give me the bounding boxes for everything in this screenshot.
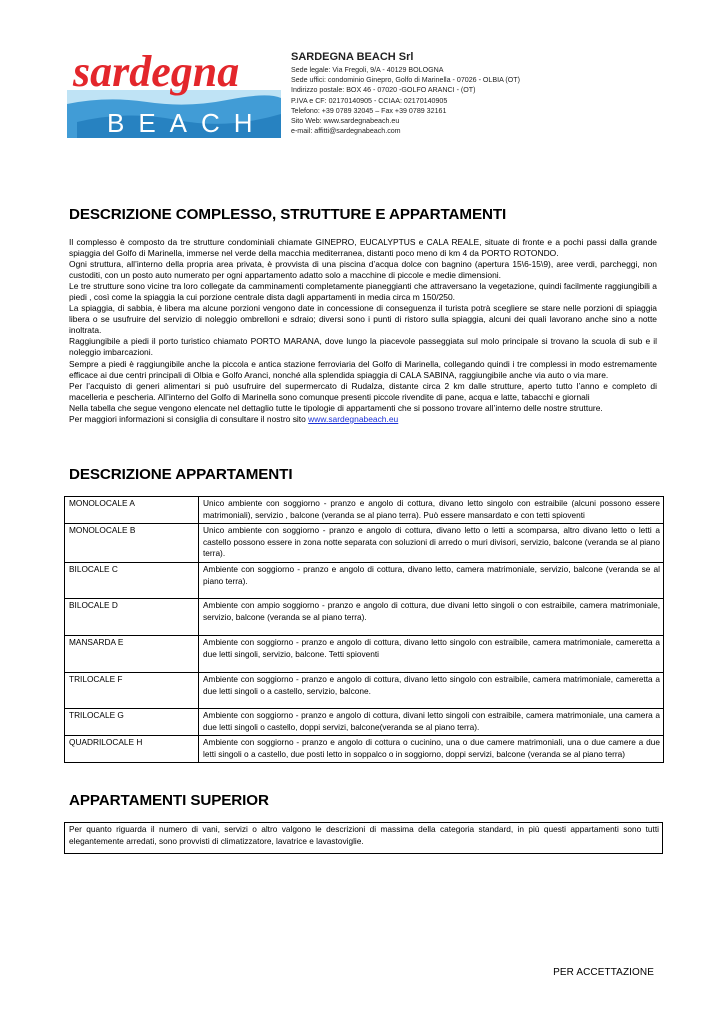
table-row [65,524,664,563]
paragraph-with-link [69,414,657,425]
apartment-description: Ambiente con soggiorno - pranzo e angolo di cottura, divani letto singoli con estraibile, camera matrimoniale, una camera a due letti singoli o castello, doppi servizi, balcone(veranda se al piano terra). [199,708,664,735]
paragraph: Raggiungibile a piedi il porto turistico chiamato PORTO MARANA, dove lungo la piacevole passeggiata sul molo principale si trovano la scuola di sub e il noleggio imbarcazioni. [69,336,657,358]
company-address-line: Telefono: +39 0789 32045 – Fax +39 0789 32161 [291,106,447,115]
table-row [65,598,664,635]
sardegna-beach-logo [67,44,281,138]
apartments-table [64,496,664,763]
logo-bottom-word: BEACH [107,108,267,138]
section-title-superior: APPARTAMENTI SUPERIOR [69,792,269,809]
company-address-line: Sede legale: Via Fregoli, 9/A - 40129 BOLOGNA [291,66,444,74]
logo-top-word: sardegna [73,47,240,96]
company-address-line: Sede uffici: condominio Ginepro, Golfo di Marinella - 07026 - OLBIA (OT) [291,76,520,85]
apartment-description: Unico ambiente con soggiorno - pranzo e angolo di cottura, divano letto singolo con estraibile (alcuni possono essere matrimoniali), servizio , balcone (veranda se al piano terra). Può essere mansardato e con tetti spioventi [199,497,664,524]
company-info [291,50,591,136]
paragraph: La spiaggia, di sabbia, è libera ma alcune porzioni vengono date in concessione di conseguenza il turista potrà scegliere se stare nelle porzioni di spiaggia libera o se usufruire del servizio di noleggio ombrelloni e sdraio; diversi sono i punti di ristoro sulla spiaggia, alcuni dei quali lavorano anche sino a notte inoltrata. [69,303,657,336]
description-body [69,237,657,425]
company-address-line: e-mail: affitti@sardegnabeach.com [291,127,401,136]
apartment-description: Unico ambiente con soggiorno - pranzo e angolo di cottura, divano letto o letti a scomparsa, altro divano letto o letti a castello possono essere in zona notte separata con soluzioni di arredo o muri divisori, servizio, balcone (veranda se al piano terra). [199,524,664,563]
company-name: SARDEGNA BEACH Srl [291,51,414,63]
table-row [65,635,664,672]
apartment-type: BILOCALE C [65,562,199,598]
apartment-type: BILOCALE D [65,598,199,635]
company-address-line: Indirizzo postale: BOX 46 - 07020 -GOLFO ARANCI - (OT) [291,86,476,95]
paragraph: Ogni struttura, all’interno della propria area privata, è provvista di una piscina d’acqua dolce con bagnino (apertura 15\6-15\9), aree verdi, parcheggi, non custoditi, con un posto auto numerato per ogni appartamento adatto solo a macchine di piccole e medie dimensioni. [69,259,657,281]
apartment-description: Ambiente con soggiorno - pranzo e angolo di cottura, divano letto, camera matrimoniale, servizio, balcone (veranda se al piano terra). [199,562,664,598]
paragraph: Nella tabella che segue vengono elencate nel dettaglio tutte le tipologie di appartamenti che si possono trovare all’interno delle nostre strutture. [69,402,603,413]
paragraph: Il complesso è composto da tre strutture condominiali chiamate GINEPRO, EUCALYPTUS e CALA REALE, situate di fronte e a pochi passi dalla grande spiaggia del Golfo di Marinella, immerse nel verde della macchia mediterranea, distanti poco meno di km 4 da PORTO ROTONDO. [69,237,657,259]
apartment-type: TRILOCALE G [65,708,199,735]
paragraph: Sempre a piedi è raggiungibile anche la piccola e antica stazione ferroviaria del Golfo di Marinella, collegando quindi i tre complessi in modo estremamente efficace ai due centri principali di Olbia e Golfo Aranci, nonché alla splendida spiaggia di CALA SABINA, raggiungibile anche via auto o via mare. [69,358,657,380]
acceptance-footer: PER ACCETTAZIONE [553,967,654,978]
table-row [65,497,664,524]
company-address-line: Sito Web: www.sardegnabeach.eu [291,117,400,126]
table-row [65,672,664,708]
apartment-type: MONOLOCALE B [65,524,199,563]
paragraph: Le tre strutture sono vicine tra loro collegate da camminamenti completamente pianeggianti che attraversano la vegetazione, quindi facilmente raggiungibili a piedi , così come la spiaggia la cui porzione centrale dista dagli appartamenti in media circa m 150/250. [69,281,657,303]
apartment-description: Ambiente con soggiorno - pranzo e angolo di cottura, divano letto singolo con estraibile, camera matrimoniale, cameretta a due letti singoli, servizio, balcone. Tetti spioventi [199,635,664,672]
table-row [65,736,664,763]
table-row [65,562,664,598]
paragraph: Per l’acquisto di generi alimentari si può usufruire del supermercato di Rudalza, distante circa 2 km dalle strutture, aperto tutto l’anno e completo di macelleria e pescheria. All’interno del Golfo di Marinella sono comunque presenti piccole rivendite di pane, acqua e latte, tabacchi e giornali [69,380,657,402]
apartment-description: Ambiente con soggiorno - pranzo e angolo di cottura o cucinino, una o due camere matrimoniali, una o due camere a due letti singoli o a castello, due posti letto in soppalco o in soggiorno, doppi servizi, balcone (veranda se al piano terra) [199,736,664,763]
apartment-description: Ambiente con soggiorno - pranzo e angolo di cottura, divano letto singolo con estraibile, camera matrimoniale, cameretta a due letti singoli o a castello, servizio, balcone. [199,672,664,708]
section-title-apartments: DESCRIZIONE APPARTAMENTI [69,466,293,483]
section-title-description: DESCRIZIONE COMPLESSO, STRUTTURE E APPARTAMENTI [69,206,507,223]
apartment-type: TRILOCALE F [65,672,199,708]
info-text: Per maggiori informazioni si consiglia di consultare il nostro sito [69,413,309,424]
apartment-description: Ambiente con ampio soggiorno - pranzo e angolo di cottura, due divani letto singoli o con estraibile, camera matrimoniale, servizio, balcone (veranda se al piano terra). [199,598,664,635]
apartment-type: QUADRILOCALE H [65,736,199,763]
apartment-type: MONOLOCALE A [65,497,199,524]
website-link[interactable]: www.sardegnabeach.eu [308,413,399,424]
company-address-line: P.IVA e CF: 02170140905 - CCIAA: 02170140905 [291,96,448,105]
apartment-type: MANSARDA E [65,635,199,672]
superior-description-box: Per quanto riguarda il numero di vani, servizi o altro valgono le descrizioni di massima della categoria standard, in più questi appartamenti sono tutti elegantemente arredati, sono provvisti di climatizzatore, lavatrice e lavastoviglie. [64,822,663,854]
table-row [65,708,664,735]
